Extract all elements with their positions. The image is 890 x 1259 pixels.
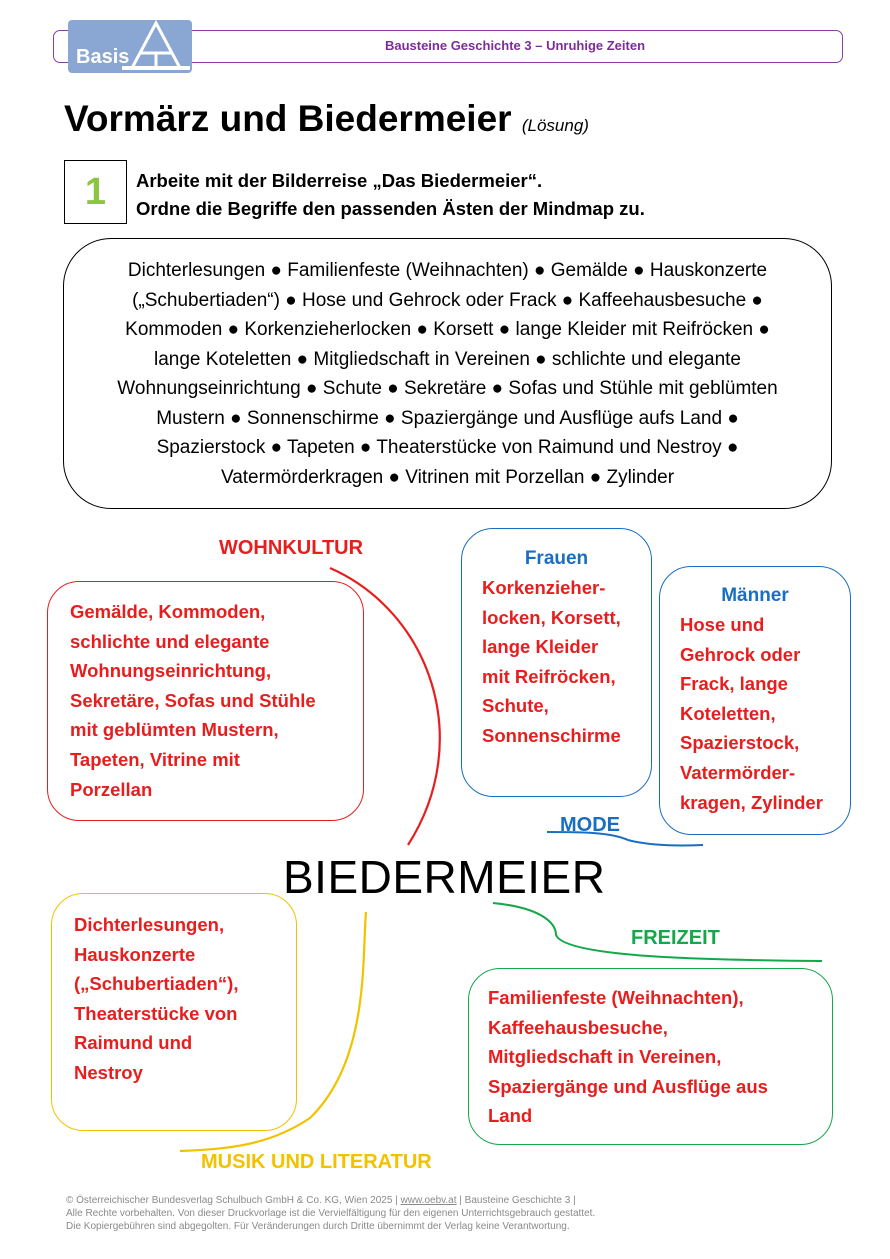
- footer-line-2: Alle Rechte vorbehalten. Von dieser Druckvorlage ist die Vervielfältigung für den eigenen Unterrichtsgebrauch gestattet.: [66, 1208, 596, 1219]
- text-line: mit geblümten Mustern,: [70, 719, 279, 741]
- text-line: Spazierstock,: [680, 732, 800, 754]
- terms-line: Dichterlesungen ● Familienfeste (Weihnachten) ● Gemälde ● Hauskonzerte: [127, 260, 768, 281]
- footer-link[interactable]: www.oebv.at: [400, 1195, 457, 1206]
- text-line: Familienfeste (Weihnachten),: [488, 987, 744, 1008]
- footer: [66, 1194, 595, 1233]
- text-line: Wohnungseinrichtung,: [70, 660, 272, 682]
- terms-line: Mustern ● Sonnenschirme ● Spaziergänge und Ausflüge aufs Land ●: [156, 407, 739, 429]
- footer-copyright: © Österreichischer Bundesverlag Schulbuch GmbH & Co. KG, Wien 2025 |: [66, 1195, 401, 1206]
- terms-line: Vatermörderkragen ● Vitrinen mit Porzellan ● Zylinder: [220, 466, 675, 488]
- text-line: Hauskonzerte: [74, 943, 196, 965]
- terms-line: Wohnungseinrichtung ● Schute ● Sekretäre ● Sofas und Stühle mit geblümten: [117, 378, 778, 399]
- page-title-main: Vormärz und Biedermeier: [64, 98, 512, 139]
- text-frauen: [482, 573, 621, 751]
- terms-line: („Schubertiaden“) ● Hose und Gehrock oder Frack ● Kaffeehausbesuche ●: [132, 289, 763, 311]
- text-maenner: [680, 610, 823, 817]
- label-freizeit: FREIZEIT: [631, 927, 720, 949]
- text-line: („Schubertiaden“),: [74, 973, 239, 995]
- text-line: Vatermörder-: [680, 761, 796, 783]
- text-line: schlichte und elegante: [70, 630, 270, 652]
- heading-maenner: Männer: [721, 585, 789, 606]
- text-line: Spaziergänge und Ausflüge aus: [488, 1075, 768, 1097]
- header-title: Bausteine Geschichte 3 – Unruhige Zeiten: [384, 38, 646, 53]
- terms-line: Spazierstock ● Tapeten ● Theaterstücke von Raimund und Nestroy ●: [156, 437, 739, 458]
- task-number: 1: [64, 160, 127, 224]
- task-instruction-2: Ordne die Begriffe den passenden Ästen der Mindmap zu.: [136, 198, 645, 219]
- text-musik-literatur: [74, 910, 238, 1088]
- text-line: Land: [488, 1105, 533, 1127]
- text-line: Raimund und: [74, 1032, 193, 1054]
- text-line: Schute,: [482, 695, 549, 717]
- footer-line-1: [66, 1194, 595, 1207]
- text-line: Porzellan: [70, 778, 153, 800]
- logo-text: Basis: [76, 46, 130, 68]
- text-freizeit: [488, 983, 768, 1131]
- footer-line-3: Die Kopiergebühren sind abgegolten. Für Veränderungen durch Dritte übernimmt der Verlag keine Verantwortung.: [66, 1221, 570, 1232]
- text-line: Theaterstücke von: [74, 1002, 238, 1024]
- label-mode: MODE: [560, 814, 620, 836]
- text-wohnkultur: [70, 597, 316, 804]
- text-line: Kaffeehausbesuche,: [488, 1016, 668, 1038]
- text-line: Frack, lange: [680, 673, 788, 695]
- text-line: kragen, Zylinder: [680, 791, 823, 813]
- text-line: Sekretäre, Sofas und Stühle: [70, 689, 316, 711]
- footer-series: | Bausteine Geschichte 3 |: [456, 1195, 576, 1206]
- text-line: Sonnenschirme: [482, 724, 621, 746]
- text-line: Gemälde, Kommoden,: [70, 601, 266, 622]
- text-line: mit Reifröcken,: [482, 665, 616, 687]
- page-title-subtitle: (Lösung): [521, 116, 589, 135]
- text-line: Tapeten, Vitrine mit: [70, 748, 240, 770]
- mindmap-center: BIEDERMEIER: [283, 851, 606, 903]
- text-line: Koteletten,: [680, 702, 776, 724]
- text-line: Dichterlesungen,: [74, 914, 225, 935]
- text-line: locken, Korsett,: [482, 606, 621, 628]
- text-line: Korkenzieher-: [482, 577, 606, 598]
- label-musik-literatur: MUSIK UND LITERATUR: [201, 1151, 432, 1173]
- text-line: lange Kleider: [482, 636, 599, 658]
- task-instruction-1: Arbeite mit der Bilderreise „Das Biedermeier“.: [136, 170, 543, 191]
- text-line: Hose und: [680, 614, 765, 635]
- label-wohnkultur: WOHNKULTUR: [219, 537, 364, 559]
- terms-line: Kommoden ● Korkenzieherlocken ● Korsett ● lange Kleider mit Reifröcken ●: [125, 319, 770, 340]
- text-line: Gehrock oder: [680, 643, 801, 665]
- text-line: Nestroy: [74, 1061, 143, 1083]
- text-line: Mitgliedschaft in Vereinen,: [488, 1046, 722, 1068]
- heading-frauen: Frauen: [524, 548, 589, 569]
- terms-line: lange Koteletten ● Mitgliedschaft in Vereinen ● schlichte und elegante: [154, 348, 741, 370]
